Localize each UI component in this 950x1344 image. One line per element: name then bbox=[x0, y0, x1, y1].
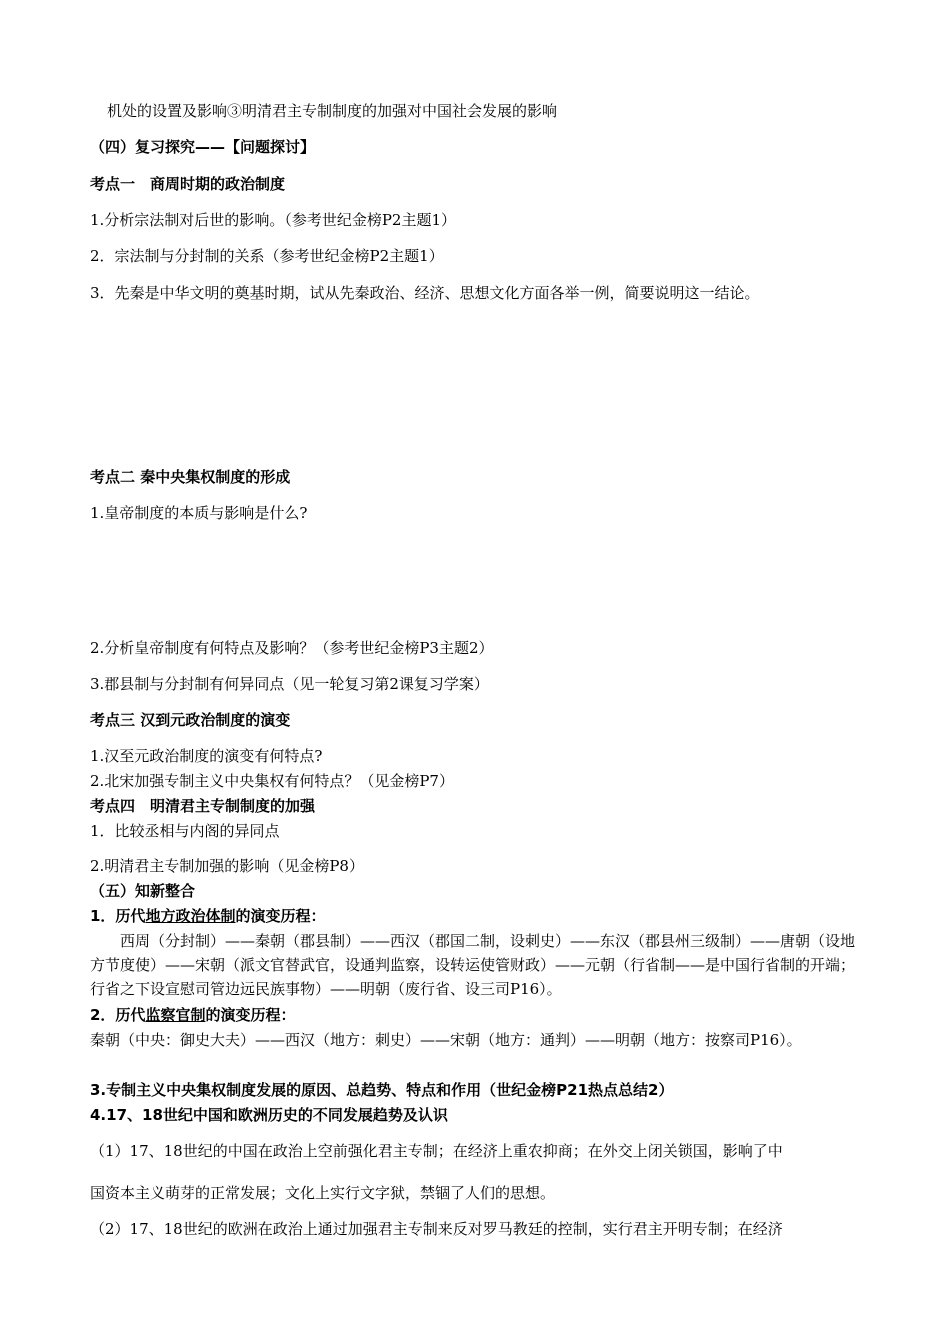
question: 2.北宋加强专制主义中央集权有何特点？（见金榜P7） bbox=[90, 772, 454, 790]
paragraph-line: （1）17、18世纪的中国在政治上空前强化君主专制；在经济上重农抑商；在外交上闭关锁国，影响了中 bbox=[90, 1142, 783, 1160]
section-heading: （四）复习探究——【问题探讨】 bbox=[90, 138, 316, 156]
paragraph-line: （2）17、18世纪的欧洲在政治上通过加强君主专制来反对罗马教廷的控制，实行君主开明专制；在经济 bbox=[90, 1220, 783, 1238]
topic-heading: 考点四 明清君主专制制度的加强 bbox=[90, 797, 316, 815]
heading-underlined: 地方政治体制 bbox=[145, 907, 236, 925]
topic-heading: 考点一 商周时期的政治制度 bbox=[90, 175, 286, 193]
question: 1.汉至元政治制度的演变有何特点? bbox=[90, 747, 323, 765]
heading-prefix: 2．历代 bbox=[90, 1006, 146, 1024]
heading-prefix: 1．历代 bbox=[90, 907, 146, 925]
paragraph-line: 国资本主义萌芽的正常发展；文化上实行文字狱，禁锢了人们的思想。 bbox=[90, 1184, 556, 1202]
section-heading: （五）知新整合 bbox=[90, 882, 196, 900]
question: 3．先秦是中华文明的奠基时期，试从先秦政治、经济、思想文化方面各举一例，简要说明这一结论。 bbox=[90, 284, 760, 302]
question: 1.分析宗法制对后世的影响。（参考世纪金榜P2主题1） bbox=[90, 211, 456, 229]
summary-paragraph bbox=[90, 929, 860, 1001]
heading-underlined: 监察官制 bbox=[145, 1006, 206, 1024]
question: 2.分析皇帝制度有何特点及影响？（参考世纪金榜P3主题2） bbox=[90, 639, 494, 657]
summary-heading: 3.专制主义中央集权制度发展的原因、总趋势、特点和作用（世纪金榜P21热点总结2） bbox=[90, 1081, 674, 1099]
summary-paragraph bbox=[90, 1028, 860, 1052]
question: 2．宗法制与分封制的关系（参考世纪金榜P2主题1） bbox=[90, 247, 444, 265]
text-line: 机处的设置及影响③明清君主专制制度的加强对中国社会发展的影响 bbox=[107, 102, 558, 120]
question: 1．比较丞相与内阁的异同点 bbox=[90, 822, 280, 840]
question: 1.皇帝制度的本质与影响是什么? bbox=[90, 504, 308, 522]
topic-heading: 考点三 汉到元政治制度的演变 bbox=[90, 711, 291, 729]
question: 2.明清君主专制加强的影响（见金榜P8） bbox=[90, 857, 364, 875]
summary-heading: 4.17、18世纪中国和欧洲历史的不同发展趋势及认识 bbox=[90, 1106, 448, 1124]
summary-heading bbox=[90, 906, 325, 926]
paragraph-text: 秦朝（中央：御史大夫）——西汉（地方：刺史）——宋朝（地方：通判）——明朝（地方：按察司P16）。 bbox=[90, 1031, 802, 1049]
topic-heading: 考点二 秦中央集权制度的形成 bbox=[90, 468, 291, 486]
paragraph-text: 西周（分封制）——秦朝（郡县制）——西汉（郡国二制，设刺史）——东汉（郡县州三级制）——唐朝（设地方节度使）——宋朝（派文官替武官，设通判监察，设转运使管财政）——元朝（行省制——是中国行省制的开端；行省之下设宣慰司管边远民族事物）——明朝（废行省、设三司P16）。 bbox=[90, 932, 856, 998]
heading-suffix: 的演变历程： bbox=[235, 907, 326, 925]
summary-heading bbox=[90, 1005, 295, 1025]
question: 3.郡县制与分封制有何异同点（见一轮复习第2课复习学案） bbox=[90, 675, 489, 693]
heading-suffix: 的演变历程： bbox=[205, 1006, 296, 1024]
